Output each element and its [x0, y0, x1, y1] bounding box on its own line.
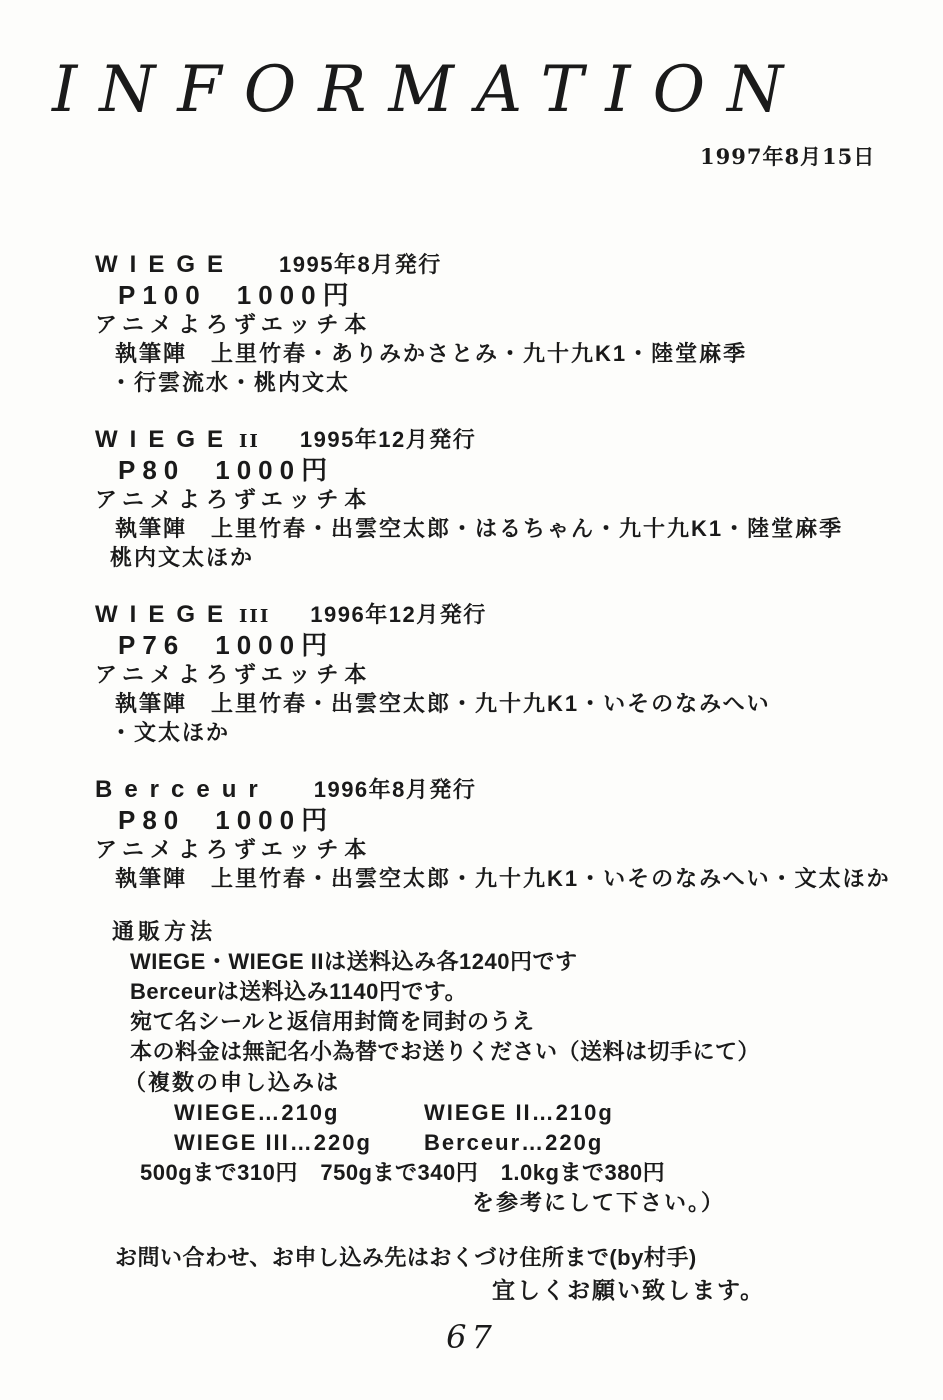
book-staff-line: 執筆陣 上里竹春・出雲空太郎・九十九K1・いそのなみへい・文太ほか — [115, 866, 891, 891]
book-staff-line: ・行雲流水・桃内文太 — [110, 370, 351, 395]
book-section-berceur — [90, 775, 890, 893]
mail-order-heading: 通販方法 — [112, 919, 217, 944]
contact-section — [112, 1242, 765, 1306]
book-genre: アニメよろずエッチ本 — [95, 312, 373, 337]
book-section-wiege — [90, 250, 890, 397]
weight-entry: Berceur…220g — [424, 1130, 604, 1155]
book-title: WIEGE — [95, 426, 236, 453]
issue-date: 1997年8月15日 — [700, 144, 876, 169]
mail-order-line: 本の料金は無記名小為替でお送りください（送料は切手にて） — [130, 1039, 761, 1064]
mail-order-line: Berceurは送料込み1140円です。 — [130, 979, 468, 1004]
book-title-line — [95, 600, 890, 631]
book-pages-price-line — [118, 806, 890, 835]
book-price: 1000円 — [215, 455, 335, 485]
mail-order-line: WIEGE・WIEGE IIは送料込み各1240円です — [130, 949, 578, 974]
page-number: 67 — [446, 1318, 497, 1356]
postage-rates: 500gまで310円 750gまで340円 1.0kgまで380円 — [140, 1160, 666, 1185]
book-title: WIEGE — [95, 251, 236, 278]
weight-entry: WIEGE…210g — [174, 1100, 340, 1125]
book-publish-date: 1995年12月発行 — [299, 427, 477, 452]
book-volume: II — [239, 431, 260, 452]
book-section-wiege-2 — [90, 425, 890, 572]
weight-entry: WIEGE II…210g — [424, 1100, 614, 1125]
book-publish-date: 1995年8月発行 — [279, 252, 442, 277]
book-page-count: P100 — [118, 280, 207, 310]
contact-closing: 宜しくお願い致します。 — [492, 1277, 766, 1303]
book-staff-line: 執筆陣 上里竹春・出雲空太郎・はるちゃん・九十九K1・陸堂麻季 — [115, 516, 844, 541]
book-genre: アニメよろずエッチ本 — [95, 662, 373, 687]
book-staff-line: 執筆陣 上里竹春・ありみかさとみ・九十九K1・陸堂麻季 — [115, 341, 748, 366]
book-title: Berceur — [95, 776, 270, 803]
book-pages-price-line — [118, 281, 890, 310]
book-title-line — [95, 775, 890, 806]
weights-row — [174, 1128, 725, 1158]
book-page-count: P80 — [118, 805, 186, 835]
book-pages-price-line — [118, 631, 890, 660]
book-volume: III — [239, 606, 271, 627]
page-title: INFORMATION — [52, 53, 806, 127]
book-price: 1000円 — [236, 280, 356, 310]
book-staff-line: 執筆陣 上里竹春・出雲空太郎・九十九K1・いそのなみへい — [115, 691, 771, 716]
book-genre: アニメよろずエッチ本 — [95, 837, 373, 862]
book-title: WIEGE — [95, 601, 236, 628]
book-page-count: P80 — [118, 455, 186, 485]
book-title-line — [95, 425, 890, 456]
weights-row — [174, 1098, 725, 1128]
book-genre: アニメよろずエッチ本 — [95, 487, 373, 512]
book-page-count: P76 — [118, 630, 186, 660]
book-publish-date: 1996年12月発行 — [310, 602, 487, 627]
book-staff-line: ・文太ほか — [110, 720, 231, 745]
weight-entry: WIEGE III…220g — [174, 1130, 372, 1155]
mail-order-line: 宛て名シールと返信用封筒を同封のうえ — [130, 1009, 535, 1034]
book-pages-price-line — [118, 456, 890, 485]
contact-line: お問い合わせ、お申し込み先はおくづけ住所まで(by村手) — [115, 1245, 697, 1270]
book-staff-line: 桃内文太ほか — [110, 545, 255, 570]
book-publish-date: 1996年8月発行 — [313, 777, 477, 802]
weights-note-close: を参考にして下さい。） — [472, 1190, 726, 1215]
book-section-wiege-3 — [90, 600, 890, 747]
weights-section — [112, 1068, 725, 1218]
mail-order-section — [112, 917, 760, 1067]
book-price: 1000円 — [215, 630, 335, 660]
weights-note-open: （複数の申し込みは — [124, 1070, 341, 1095]
book-price: 1000円 — [215, 805, 335, 835]
book-title-line — [95, 250, 890, 281]
